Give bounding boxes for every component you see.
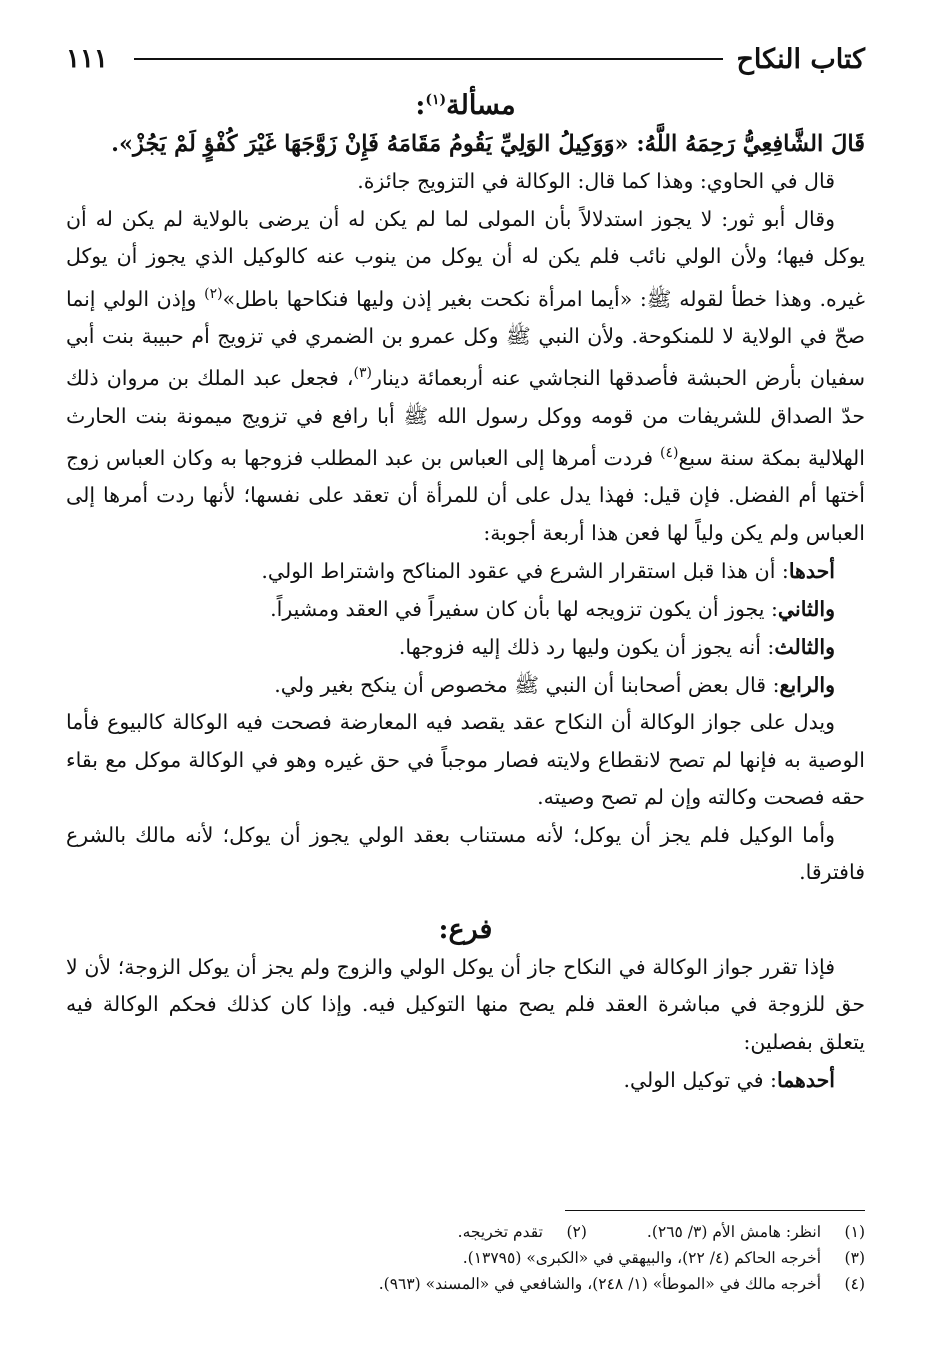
answer-item bbox=[66, 628, 835, 666]
far-first-chapter bbox=[66, 1061, 865, 1099]
answer-item bbox=[66, 552, 835, 590]
answer-text: : يجوز أن يكون تزويجه لها بأن كان سفيراً في العقد ومشيراً. bbox=[270, 597, 778, 622]
footnote-ref-2: (٢) bbox=[204, 285, 223, 302]
abu-thawr-text-d: فردت أمرها إلى العباس بن عبد المطلب فزوجها به وكان العباس زوج أختها أم الفضل. فإن قيل: فهذا يدل على أن للمرأة أن تعقد على نفسها؛ لأنها ردت أمرها إلى العباس ولم يكن ولياً لها فعن هذا أربعة أجوبة: bbox=[66, 445, 865, 545]
masala-heading bbox=[66, 90, 865, 121]
footnote-text: انظر: هامش الأم (٣/ ٢٦٥). bbox=[646, 1223, 821, 1241]
far-heading: فرع: bbox=[438, 913, 493, 945]
answer-label: أحدها bbox=[788, 559, 835, 584]
footnote-number: (٤) bbox=[844, 1275, 865, 1293]
paragraph-evidence: ويدل على جواز الوكالة أن النكاح عقد يقصد فيه المعارضة فصحت فيه الوكالة كالبيوع فأما الوصية به فإنها لم تصح لانقطاع ولايته فصار موجباً في حق غيره وهو في الوكالة موكل مع بقاء حقه فصحت وكالته وإن لم تصح وصيته. bbox=[66, 710, 865, 810]
footnote-text: تقدم تخريجه. bbox=[457, 1223, 543, 1241]
shafii-quote: قَالَ الشَّافِعِيُّ رَحِمَهُ اللَّهُ: «وَوَكِيلُ الوَلِيِّ يَقُومُ مَقَامَهُ فَإِنْ زَوَّجَهَا غَيْرَ كُفْؤٍ لَمْ يَجُزْ». bbox=[111, 131, 865, 157]
far-first-text: : في توكيل الولي. bbox=[623, 1068, 777, 1093]
abu-thawr-text-c: ، فجعل عبد الملك بن مروان ذلك حدّ الصداق للشريفات من قومه ووكل رسول الله ﷺ أبا رافع في تزويج ميمونة بنت الحارث الهلالية بمكة سنة سبع bbox=[66, 366, 865, 470]
paragraph-far: فإذا تقرر جواز الوكالة في النكاح جاز أن يوكل الولي والزوج ولم يجز أن يوكل الزوجة؛ لأن لا حق للزوجة في مباشرة العقد فلم يصح منها التوكيل فيه. وإذا كان كذلك فحكم الوكالة فيه يتعلق بفصلين: bbox=[66, 954, 865, 1054]
answer-text: : قال بعض أصحابنا أن النبي ﷺ مخصوص أن ينكح بغير ولي. bbox=[274, 673, 780, 698]
answer-item bbox=[66, 666, 835, 704]
paragraph-wakil: وأما الوكيل فلم يجز أن يوكل؛ لأنه مستناب بعقد الولي يجوز أن يوكل؛ لأنه مالك بالشرع فافترقا. bbox=[66, 822, 865, 885]
far-first-label: أحدهما bbox=[776, 1068, 835, 1093]
answer-item bbox=[66, 590, 835, 628]
footnote-rule bbox=[565, 1210, 865, 1211]
paragraph-abu-thawr bbox=[66, 201, 865, 553]
footnote-text: أخرجه الحاكم (٤/ ٢٢)، والبيهقي في «الكبرى» (١٣٧٩٥). bbox=[462, 1249, 821, 1267]
masala-colon: : bbox=[415, 90, 426, 121]
footnote-number: (٢) bbox=[566, 1223, 587, 1241]
paragraph-hawi: قال في الحاوي: وهذا كما قال: الوكالة في التزويج جائزة. bbox=[357, 169, 835, 193]
footnote-number: (٣) bbox=[844, 1249, 865, 1267]
footnote-text: أخرجه مالك في «الموطأ» (١/ ٢٤٨)، والشافعي في «المسند» (٩٦٣). bbox=[378, 1275, 821, 1293]
header-rule bbox=[134, 58, 723, 60]
footnote-row bbox=[66, 1219, 865, 1245]
abu-thawr-text-a: وقال أبو ثور: لا يجوز استدلالاً بأن المولى لما لم يكن له أن يرضى بالولاية لم يكن له أن يوكل فيها؛ ولأن الولي نائب فلم يكن له أن يوكل من ينوب عنه كالوكيل الذي يجوز أن يوكل غيره. وهذا خطأ لقوله ﷺ: «أيما امرأة نكحت بغير إذن وليها فنكاحها باطل» bbox=[66, 206, 865, 311]
abu-thawr-text-b: وإذن الولي إنما صحّ في الولاية لا للمنكوحة. ولأن النبي ﷺ وكل عمرو بن الضمري في تزويج أم حبيبة بنت أبي سفيان بأرض الحبشة فأصدقها النجاشي عنه أربعمائة دينار bbox=[66, 286, 865, 391]
masala-footnote-ref: (١) bbox=[425, 92, 447, 108]
answer-label: والثاني bbox=[777, 597, 835, 622]
footnote-ref-3: (٣) bbox=[353, 365, 372, 382]
answer-text: : أن هذا قبل استقرار الشرع في عقود المناكح واشتراط الولي. bbox=[261, 559, 789, 584]
answer-text: : أنه يجوز أن يكون وليها رد ذلك إليه فزوجها. bbox=[398, 635, 775, 660]
footnote-row bbox=[66, 1245, 865, 1271]
footnotes bbox=[66, 1210, 865, 1297]
masala-title: مسألة bbox=[446, 90, 516, 121]
answer-label: والرابع bbox=[779, 673, 835, 698]
book-title: كتاب النكاح bbox=[736, 43, 865, 75]
footnote-number: (١) bbox=[844, 1223, 865, 1241]
answers-list bbox=[66, 552, 865, 704]
footnote-gap bbox=[587, 1219, 647, 1245]
page-number: ١١١ bbox=[66, 44, 108, 74]
answer-label: والثالث bbox=[774, 635, 835, 660]
footnote-row bbox=[66, 1271, 865, 1297]
running-header bbox=[66, 34, 865, 84]
footnote-ref-4: (٤) bbox=[660, 445, 679, 462]
